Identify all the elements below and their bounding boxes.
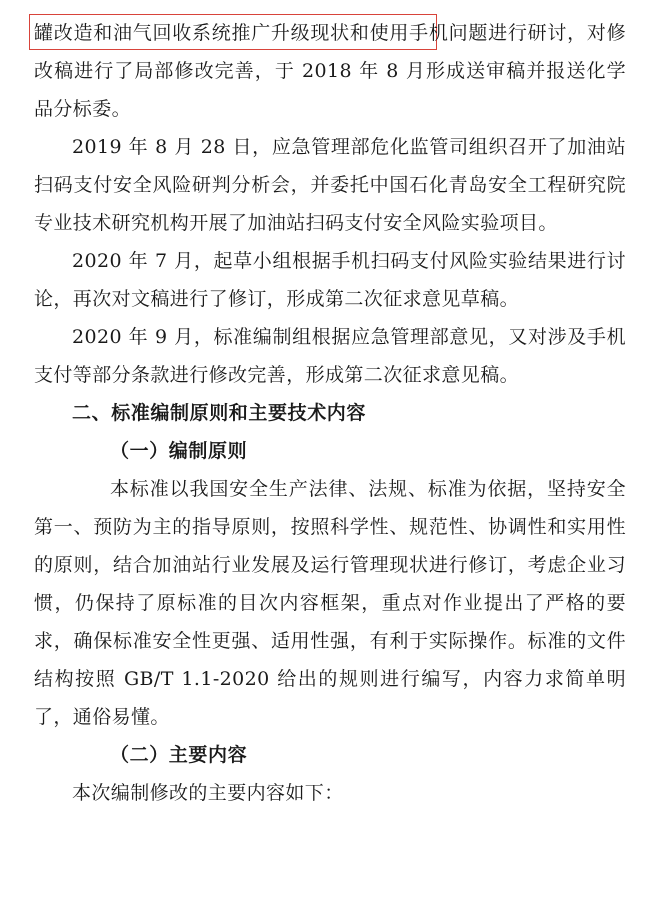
subsection-two-heading: （二）主要内容 [110, 744, 248, 766]
subsection-two-body: 本次编制修改的主要内容如下： [72, 782, 344, 804]
section-heading: 二、标准编制原则和主要技术内容 [72, 402, 367, 424]
paragraph-2020-july: 2020 年 7 月，起草小组根据手机扫码支付风险实验结果进行讨论，再次对文稿进行了修订，形成第二次征求意见草稿。 [34, 250, 626, 310]
subsection-one-heading: （一）编制原则 [110, 440, 248, 462]
subsection-one-body: 本标准以我国安全生产法律、法规、标准为依据，坚持安全第一、预防为主的指导原则，按照科学性、规范性、协调性和实用性的原则，结合加油站行业发展及运行管理现状进行修订，考虑企业习惯，仍保持了原标准的目次内容框架，重点对作业提出了严格的要求，确保标准安全性更强、适用性强，有利于实际操作。标准的文件结构按照 GB/T 1.1-2020 给出的规则进行编写，内容力求简单明了，通俗易懂。 [34, 478, 626, 728]
paragraph-2020-september: 2020 年 9 月，标准编制组根据应急管理部意见，又对涉及手机支付等部分条款进行修改完善，形成第二次征求意见稿。 [34, 326, 626, 386]
paragraph-continuation: 罐改造和油气回收系统推广升级现状和使用手机问题进行研讨，对修改稿进行了局部修改完善，于 2018 年 8 月形成送审稿并报送化学品分标委。 [34, 22, 626, 120]
paragraph-2019-meeting: 2019 年 8 月 28 日，应急管理部危化监管司组织召开了加油站扫码支付安全风险研判分析会，并委托中国石化青岛安全工程研究院专业技术研究机构开展了加油站扫码支付安全风险实验项目。 [34, 136, 626, 234]
